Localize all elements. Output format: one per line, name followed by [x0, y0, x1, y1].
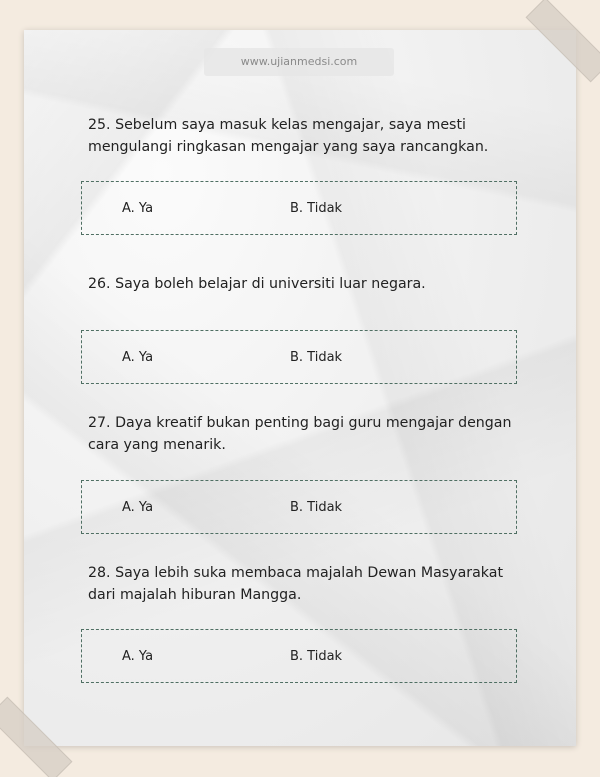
question-25-option-b[interactable]: B. Tidak: [290, 201, 343, 216]
question-27-text: 27. Daya kreatif bukan penting bagi guru mengajar dengan cara yang menarik.: [88, 415, 512, 453]
question-25-option-a[interactable]: A. Ya: [122, 201, 154, 216]
question-27-option-b[interactable]: B. Tidak: [290, 500, 343, 515]
question-28-options: [81, 629, 517, 683]
question-26-option-b[interactable]: B. Tidak: [290, 350, 343, 365]
question-26-text: 26. Saya boleh belajar di universiti luar negara.: [88, 276, 426, 292]
question-26-options: [81, 330, 517, 384]
question-27-options: [81, 480, 517, 534]
question-28-option-a[interactable]: A. Ya: [122, 649, 154, 664]
question-26-option-a[interactable]: A. Ya: [122, 350, 154, 365]
question-25-options: [81, 181, 517, 235]
watermark-url: www.ujianmedsi.com: [204, 48, 394, 76]
question-27-option-a[interactable]: A. Ya: [122, 500, 154, 515]
question-25-text: 25. Sebelum saya masuk kelas mengajar, saya mesti mengulangi ringkasan mengajar yang saya rancangkan.: [88, 117, 489, 155]
question-28-text: 28. Saya lebih suka membaca majalah Dewan Masyarakat dari majalah hiburan Mangga.: [88, 565, 504, 603]
crumpled-paper-sheet: [24, 30, 576, 746]
question-28-option-b[interactable]: B. Tidak: [290, 649, 343, 664]
